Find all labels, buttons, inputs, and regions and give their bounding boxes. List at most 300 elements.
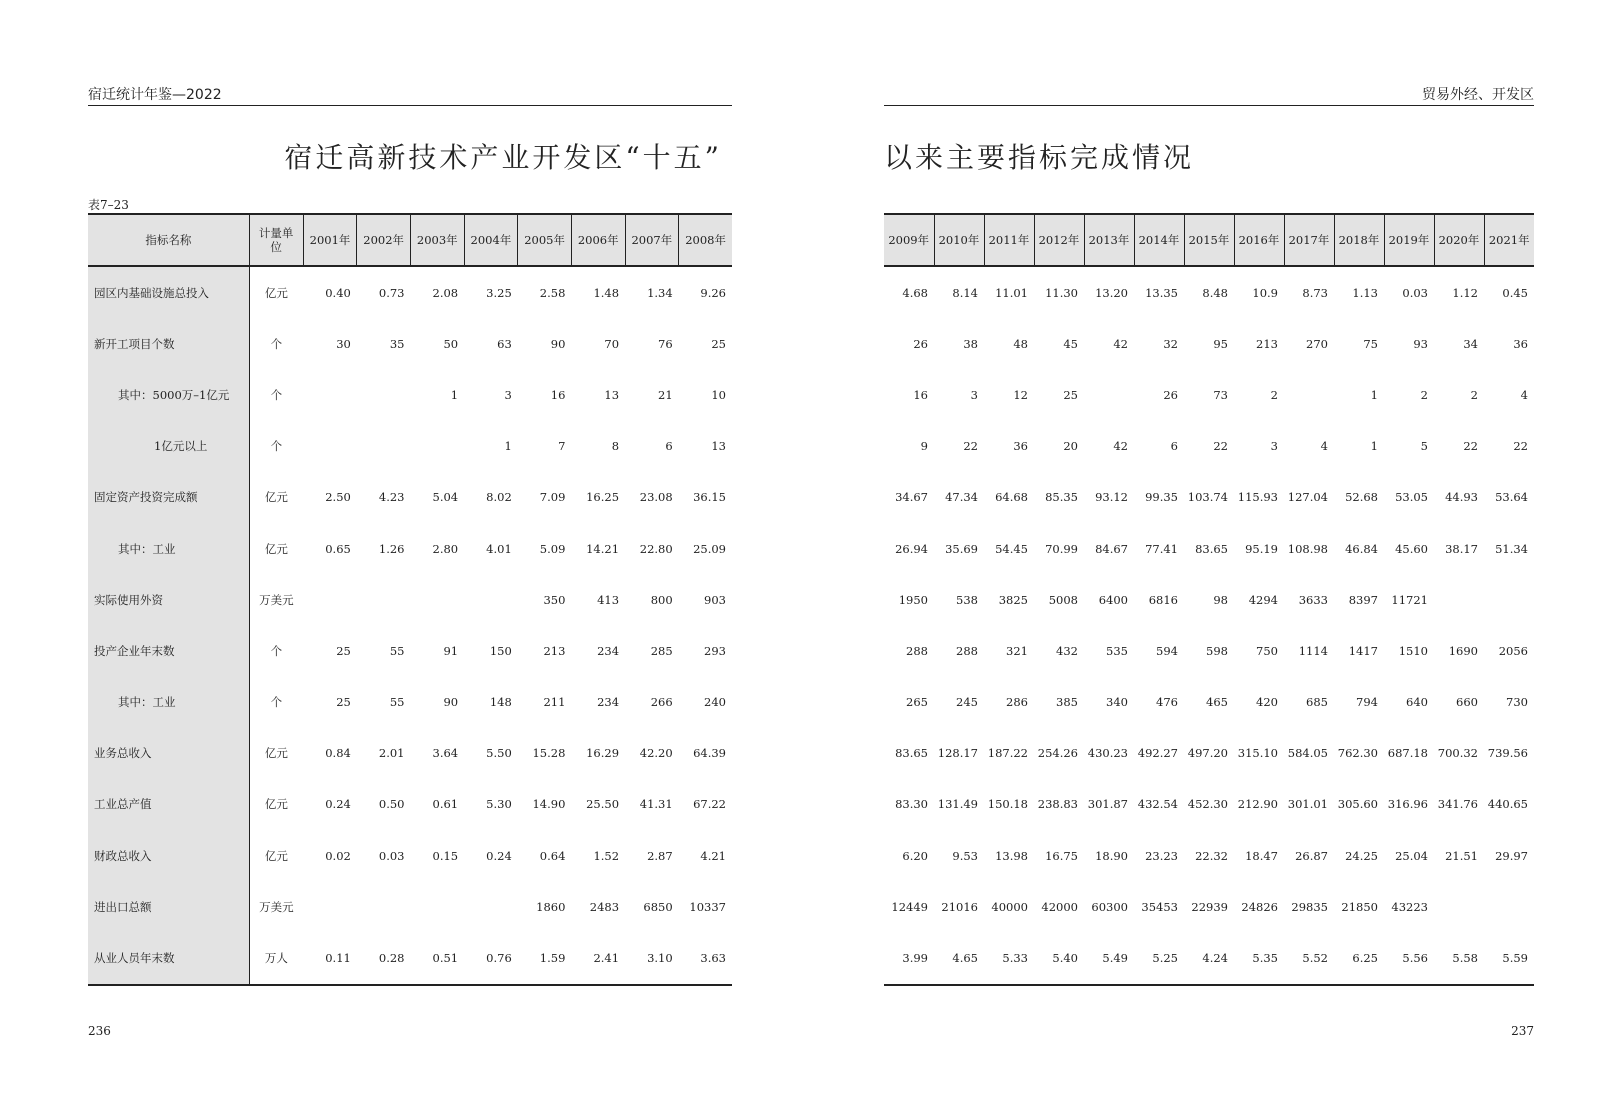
value-cell: 48	[1013, 336, 1028, 351]
value-cell: 794	[1356, 695, 1378, 710]
value-cell: 128.17	[937, 746, 978, 761]
value-cell: 42	[1113, 439, 1128, 454]
value-cell: 2.58	[539, 285, 566, 300]
value-cell: 301.87	[1087, 797, 1128, 812]
value-cell: 2056	[1498, 643, 1528, 658]
value-cell: 301.01	[1287, 797, 1328, 812]
indicator-name: 从业人员年末数	[88, 932, 249, 984]
value-cell: 26.94	[895, 541, 928, 556]
table-row	[88, 369, 732, 420]
value-cell: 150	[489, 643, 512, 658]
value-cell: 34.67	[895, 490, 928, 505]
indicator-name: 其中：5000万–1亿元	[88, 369, 249, 420]
value-cell: 93.12	[1095, 490, 1128, 505]
value-cell: 245	[956, 695, 978, 710]
unit-cell: 亿元	[264, 541, 288, 556]
value-cell: 0.50	[378, 797, 405, 812]
value-cell: 5.25	[1152, 951, 1178, 966]
value-cell: 4.24	[1202, 951, 1228, 966]
value-cell: 4	[1320, 439, 1328, 454]
value-cell: 6816	[1148, 592, 1178, 607]
value-cell: 730	[1506, 695, 1528, 710]
value-cell: 3.10	[647, 951, 673, 966]
value-cell: 5.58	[1452, 951, 1478, 966]
value-cell: 2.50	[325, 490, 351, 505]
value-cell: 29835	[1291, 899, 1328, 914]
indicator-name: 固定资产投资完成额	[88, 472, 249, 523]
value-cell	[357, 881, 411, 932]
value-cell: 4.23	[378, 490, 405, 505]
value-cell: 0.02	[325, 848, 351, 863]
value-cell: 55	[389, 643, 405, 658]
value-cell: 22.32	[1195, 848, 1228, 863]
value-cell: 497.20	[1187, 746, 1228, 761]
value-cell: 115.93	[1237, 490, 1278, 505]
value-cell: 0.11	[325, 951, 351, 966]
value-cell: 43223	[1391, 899, 1428, 914]
table-row	[884, 421, 1534, 472]
value-cell: 0.64	[539, 848, 566, 863]
value-cell: 51.34	[1495, 541, 1528, 556]
table-row	[88, 523, 732, 574]
value-cell: 75	[1363, 336, 1378, 351]
value-cell: 16	[913, 387, 928, 402]
value-cell: 16	[550, 387, 566, 402]
value-cell: 6	[665, 439, 673, 454]
value-cell	[464, 881, 518, 932]
value-cell: 67.22	[693, 797, 726, 812]
table-row	[884, 830, 1534, 881]
value-cell: 288	[906, 643, 928, 658]
header-year: 2020年	[1434, 214, 1484, 266]
header-year: 2017年	[1284, 214, 1334, 266]
unit-cell: 个	[270, 439, 283, 454]
value-cell: 13.35	[1145, 285, 1178, 300]
value-cell: 26.87	[1295, 848, 1328, 863]
value-cell: 11.01	[995, 285, 1028, 300]
value-cell: 1417	[1348, 643, 1378, 658]
value-cell: 1.59	[539, 951, 566, 966]
value-cell: 187.22	[987, 746, 1028, 761]
value-cell: 3	[504, 387, 512, 402]
value-cell: 91	[443, 643, 459, 658]
value-cell: 1	[450, 387, 459, 402]
header-year: 2011年	[984, 214, 1034, 266]
value-cell: 34	[1463, 336, 1478, 351]
value-cell: 5.35	[1252, 951, 1278, 966]
value-cell: 150.18	[987, 797, 1028, 812]
value-cell: 0.24	[486, 848, 512, 863]
value-cell: 83.30	[895, 797, 928, 812]
value-cell	[357, 574, 411, 625]
value-cell: 5.40	[1052, 951, 1078, 966]
value-cell: 234	[597, 643, 620, 658]
value-cell: 21	[658, 387, 673, 402]
value-cell: 8.14	[952, 285, 978, 300]
value-cell: 25.50	[586, 797, 620, 812]
value-cell: 4.21	[700, 848, 726, 863]
table-label: 表7–23	[88, 198, 129, 212]
value-cell: 36.15	[693, 490, 726, 505]
value-cell: 64.68	[995, 490, 1028, 505]
value-cell: 5.52	[1302, 951, 1328, 966]
value-cell: 22939	[1191, 899, 1228, 914]
value-cell: 6400	[1098, 592, 1128, 607]
value-cell: 440.65	[1487, 797, 1528, 812]
value-cell: 265	[906, 695, 928, 710]
value-cell: 0.28	[378, 951, 405, 966]
value-cell: 211	[543, 695, 566, 710]
header-year: 2014年	[1134, 214, 1184, 266]
indicator-name: 业务总收入	[88, 728, 249, 779]
value-cell: 38	[963, 336, 978, 351]
value-cell: 55	[389, 695, 405, 710]
indicator-name: 财政总收入	[88, 830, 249, 881]
value-cell: 9	[920, 439, 928, 454]
value-cell: 0.65	[325, 541, 351, 556]
value-cell: 584.05	[1287, 746, 1328, 761]
value-cell: 44.93	[1445, 490, 1478, 505]
value-cell: 26	[913, 336, 928, 351]
value-cell: 63	[497, 336, 512, 351]
indicator-table-left	[88, 213, 732, 986]
indicator-name: 园区内基础设施总投入	[88, 266, 249, 318]
value-cell: 315.10	[1237, 746, 1278, 761]
table-header-row	[884, 214, 1534, 266]
value-cell: 60300	[1091, 899, 1128, 914]
header-year: 2006年	[571, 214, 625, 266]
value-cell: 0.24	[325, 797, 351, 812]
unit-cell: 个	[270, 695, 283, 710]
value-cell: 762.30	[1337, 746, 1378, 761]
value-cell: 305.60	[1337, 797, 1378, 812]
value-cell: 5	[1420, 439, 1428, 454]
value-cell: 254.26	[1037, 746, 1078, 761]
table-row	[884, 932, 1534, 984]
value-cell: 11.30	[1045, 285, 1078, 300]
value-cell: 2.41	[593, 951, 620, 966]
value-cell: 22	[1463, 439, 1478, 454]
value-cell: 5.33	[1002, 951, 1028, 966]
table-row	[88, 932, 732, 984]
table-row	[884, 779, 1534, 830]
value-cell: 2.80	[432, 541, 459, 556]
value-cell: 3825	[998, 592, 1028, 607]
header-year: 2009年	[884, 214, 934, 266]
value-cell: 8.48	[1202, 285, 1228, 300]
indicator-name: 其中：工业	[88, 523, 249, 574]
value-cell: 90	[550, 336, 566, 351]
value-cell: 64.39	[693, 746, 726, 761]
value-cell: 99.35	[1145, 490, 1178, 505]
unit-cell: 亿元	[264, 490, 288, 505]
table-row	[88, 318, 732, 369]
header-year: 2008年	[679, 214, 732, 266]
value-cell: 0.76	[486, 951, 512, 966]
value-cell: 16.25	[586, 490, 620, 505]
value-cell: 8	[611, 439, 620, 454]
value-cell: 54.45	[995, 541, 1028, 556]
unit-cell: 万美元	[259, 899, 294, 914]
value-cell: 538	[956, 592, 978, 607]
value-cell: 45	[1063, 336, 1078, 351]
header-year: 2018年	[1334, 214, 1384, 266]
value-cell: 4	[1520, 387, 1528, 402]
value-cell: 23.23	[1145, 848, 1178, 863]
table-row	[88, 266, 732, 318]
value-cell: 18.47	[1245, 848, 1278, 863]
value-cell: 15.28	[532, 746, 566, 761]
value-cell: 3.63	[700, 951, 726, 966]
value-cell	[303, 369, 357, 420]
value-cell: 84.67	[1095, 541, 1128, 556]
value-cell: 3.64	[432, 746, 459, 761]
header-rule-right	[884, 105, 1534, 106]
value-cell: 266	[650, 695, 673, 710]
value-cell: 127.04	[1287, 490, 1328, 505]
value-cell: 1.34	[647, 285, 673, 300]
value-cell: 26	[1163, 387, 1178, 402]
value-cell: 0.15	[432, 848, 459, 863]
header-year: 2005年	[518, 214, 572, 266]
unit-cell: 万人	[264, 951, 288, 966]
unit-cell: 亿元	[264, 285, 288, 300]
running-head-right: 贸易外经、开发区	[1422, 87, 1534, 103]
value-cell: 476	[1156, 695, 1178, 710]
unit-cell: 亿元	[264, 797, 288, 812]
indicator-name: 进出口总额	[88, 881, 249, 932]
value-cell: 16.29	[586, 746, 620, 761]
value-cell: 1114	[1298, 643, 1328, 658]
value-cell: 10	[711, 387, 726, 402]
value-cell: 750	[1256, 643, 1278, 658]
value-cell: 29.97	[1495, 848, 1528, 863]
value-cell: 0.40	[325, 285, 351, 300]
value-cell: 240	[704, 695, 726, 710]
running-head-left: 宿迁统计年鉴—2022	[88, 87, 222, 103]
header-rule-left	[88, 105, 732, 106]
value-cell	[303, 881, 357, 932]
table-row	[884, 523, 1534, 574]
table-row	[884, 369, 1534, 420]
value-cell: 21016	[941, 899, 978, 914]
value-cell: 35453	[1141, 899, 1178, 914]
header-unit: 计量单位	[249, 214, 303, 266]
value-cell: 6.20	[902, 848, 928, 863]
value-cell: 465	[1206, 695, 1228, 710]
value-cell: 3.99	[902, 951, 928, 966]
value-cell: 6	[1170, 439, 1178, 454]
value-cell: 2	[1420, 387, 1428, 402]
value-cell: 234	[597, 695, 620, 710]
page-number-left: 236	[88, 1024, 111, 1038]
value-cell: 52.68	[1345, 490, 1378, 505]
table-row	[884, 574, 1534, 625]
value-cell: 413	[597, 592, 620, 607]
value-cell: 1.26	[378, 541, 405, 556]
value-cell: 103.74	[1187, 490, 1228, 505]
value-cell: 98	[1213, 592, 1228, 607]
value-cell: 53.64	[1495, 490, 1528, 505]
value-cell: 13	[711, 439, 726, 454]
value-cell: 30	[336, 336, 351, 351]
value-cell	[1484, 881, 1534, 932]
value-cell	[357, 421, 411, 472]
table-row	[88, 421, 732, 472]
table-row	[884, 625, 1534, 676]
value-cell: 6850	[643, 899, 673, 914]
value-cell: 148	[489, 695, 512, 710]
value-cell: 640	[1406, 695, 1428, 710]
value-cell: 22	[963, 439, 978, 454]
value-cell: 11721	[1391, 592, 1428, 607]
value-cell: 24826	[1241, 899, 1278, 914]
value-cell: 598	[1206, 643, 1228, 658]
value-cell: 2	[1270, 387, 1278, 402]
value-cell: 95	[1213, 336, 1228, 351]
value-cell: 420	[1256, 695, 1278, 710]
value-cell: 2.01	[378, 746, 405, 761]
value-cell: 430.23	[1087, 746, 1128, 761]
value-cell: 2.08	[432, 285, 459, 300]
value-cell: 293	[704, 643, 726, 658]
value-cell	[1434, 881, 1484, 932]
value-cell	[410, 421, 464, 472]
value-cell: 93	[1413, 336, 1428, 351]
value-cell: 1510	[1398, 643, 1428, 658]
value-cell: 25.09	[693, 541, 726, 556]
value-cell: 21.51	[1445, 848, 1478, 863]
value-cell: 108.98	[1287, 541, 1328, 556]
value-cell	[1084, 369, 1134, 420]
value-cell: 286	[1006, 695, 1028, 710]
value-cell: 1690	[1448, 643, 1478, 658]
unit-cell: 个	[270, 643, 283, 658]
table-row	[884, 318, 1534, 369]
value-cell: 36	[1513, 336, 1528, 351]
page-number-right: 237	[1511, 1024, 1534, 1038]
value-cell: 42	[1113, 336, 1128, 351]
table-row	[884, 881, 1534, 932]
value-cell: 20	[1063, 439, 1078, 454]
value-cell: 13.20	[1095, 285, 1128, 300]
table-body-left	[88, 266, 732, 985]
value-cell: 685	[1306, 695, 1328, 710]
value-cell: 2.87	[647, 848, 673, 863]
unit-cell: 万美元	[259, 592, 294, 607]
value-cell: 212.90	[1237, 797, 1278, 812]
value-cell: 5.50	[486, 746, 512, 761]
table-row	[88, 779, 732, 830]
unit-cell: 个	[270, 336, 283, 351]
value-cell: 5.04	[432, 490, 459, 505]
value-cell: 739.56	[1487, 746, 1528, 761]
table-header-row	[88, 214, 732, 266]
value-cell: 0.45	[1502, 285, 1528, 300]
table-row	[88, 830, 732, 881]
value-cell: 8397	[1348, 592, 1378, 607]
header-year: 2010年	[934, 214, 984, 266]
value-cell	[303, 421, 357, 472]
value-cell: 452.30	[1187, 797, 1228, 812]
value-cell: 6.25	[1352, 951, 1378, 966]
table-row	[884, 472, 1534, 523]
value-cell: 9.26	[700, 285, 726, 300]
value-cell: 4.01	[486, 541, 512, 556]
value-cell: 316.96	[1387, 797, 1428, 812]
value-cell	[410, 881, 464, 932]
header-year: 2003年	[410, 214, 464, 266]
value-cell: 22	[1213, 439, 1228, 454]
value-cell: 1.52	[593, 848, 620, 863]
value-cell: 10.9	[1252, 285, 1278, 300]
value-cell: 4.68	[902, 285, 928, 300]
indicator-name: 1亿元以上	[88, 421, 249, 472]
value-cell: 90	[443, 695, 459, 710]
indicator-name: 投产企业年末数	[88, 625, 249, 676]
header-indicator-name: 指标名称	[88, 214, 249, 266]
value-cell: 3633	[1298, 592, 1328, 607]
unit-cell: 个	[270, 387, 283, 402]
value-cell: 14.90	[532, 797, 566, 812]
indicator-name: 实际使用外资	[88, 574, 249, 625]
value-cell: 10337	[689, 899, 726, 914]
value-cell: 0.03	[378, 848, 405, 863]
value-cell: 18.90	[1095, 848, 1128, 863]
value-cell: 0.84	[325, 746, 351, 761]
value-cell: 3.25	[486, 285, 512, 300]
value-cell	[464, 574, 518, 625]
value-cell: 41.31	[639, 797, 673, 812]
table-row	[88, 677, 732, 728]
value-cell: 95.19	[1245, 541, 1278, 556]
value-cell: 85.35	[1045, 490, 1078, 505]
value-cell: 42.20	[639, 746, 673, 761]
value-cell: 350	[543, 592, 566, 607]
value-cell: 83.65	[895, 746, 928, 761]
header-year: 2016年	[1234, 214, 1284, 266]
value-cell: 1860	[536, 899, 566, 914]
value-cell: 25	[1063, 387, 1078, 402]
value-cell: 45.60	[1395, 541, 1428, 556]
value-cell: 8.02	[486, 490, 512, 505]
value-cell: 53.05	[1395, 490, 1428, 505]
table-row	[88, 728, 732, 779]
value-cell: 432	[1056, 643, 1078, 658]
table-row	[88, 574, 732, 625]
table-row	[88, 472, 732, 523]
value-cell: 288	[956, 643, 978, 658]
value-cell: 25	[711, 336, 726, 351]
value-cell: 660	[1456, 695, 1478, 710]
header-year: 2021年	[1484, 214, 1534, 266]
header-year: 2013年	[1084, 214, 1134, 266]
value-cell: 0.03	[1402, 285, 1428, 300]
value-cell: 1	[504, 439, 512, 454]
value-cell: 5.59	[1502, 951, 1528, 966]
indicator-table-right	[884, 213, 1534, 986]
value-cell: 32	[1163, 336, 1178, 351]
value-cell: 535	[1106, 643, 1128, 658]
value-cell: 40000	[991, 899, 1028, 914]
value-cell: 47.34	[945, 490, 978, 505]
value-cell: 3	[1270, 439, 1278, 454]
unit-cell: 亿元	[264, 746, 288, 761]
value-cell: 1	[1370, 439, 1378, 454]
indicator-name: 其中：工业	[88, 677, 249, 728]
value-cell: 340	[1106, 695, 1128, 710]
value-cell: 13	[604, 387, 620, 402]
